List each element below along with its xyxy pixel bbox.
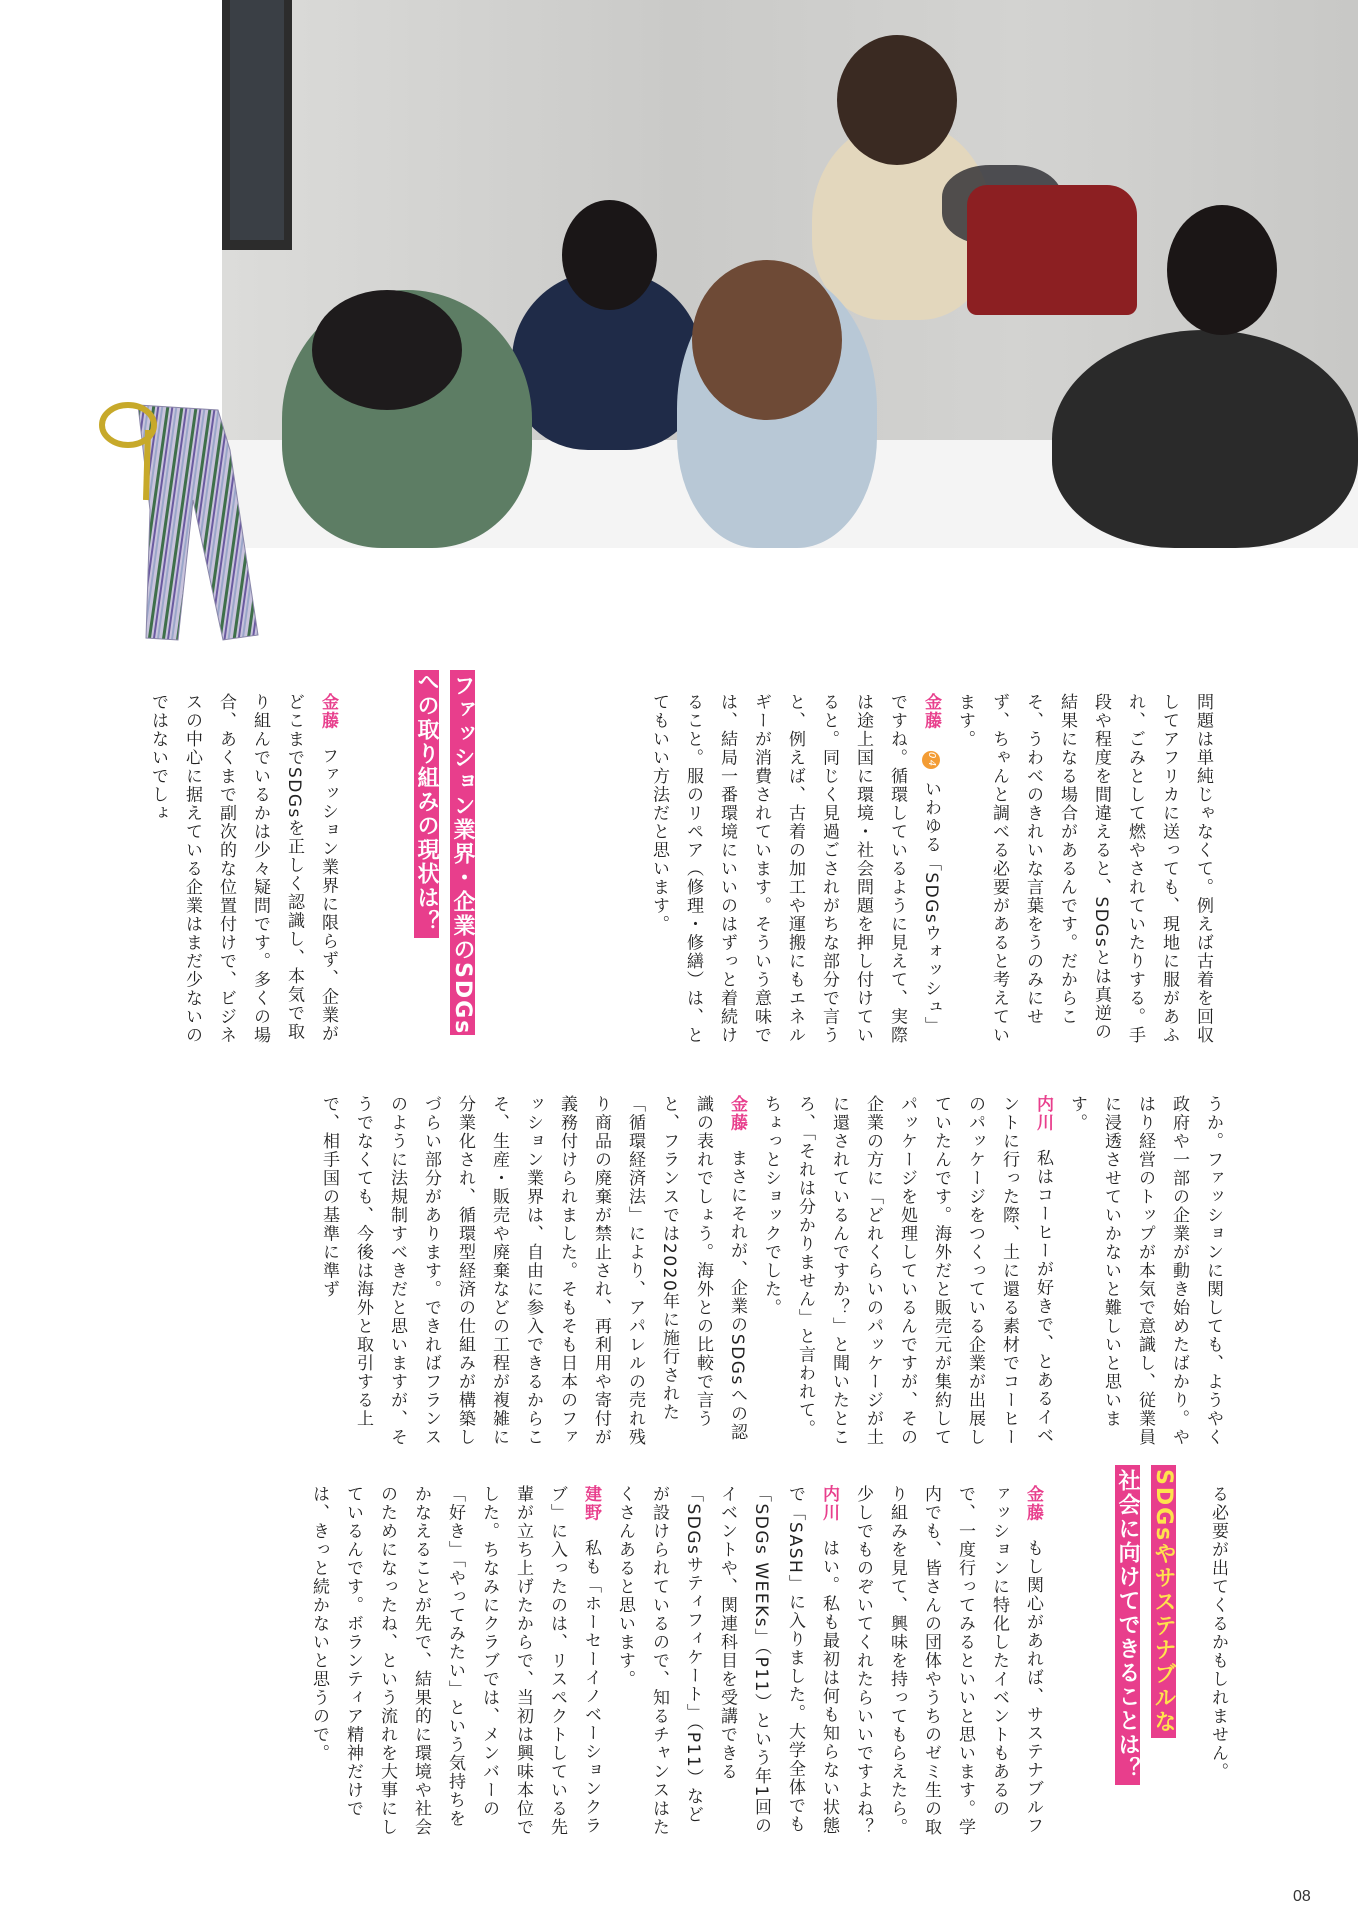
heading-line-1: SDGsやサステナブルな: [1151, 1465, 1176, 1738]
speaker-label: 金藤: [921, 693, 941, 730]
section3-intro: る必要が出てくるかもしれません。: [1208, 1485, 1228, 1781]
students-discussion-photo: [222, 0, 1358, 548]
remark-text: 私も「ホーセーイノベーションクラブ」に入ったのは、リスペクトしている先輩が立ち上げたからで、当初は興味本位でした。ちなみにクラブでは、メンバーの「好き」「やってみたい」という気持ちをかなえることが先で、結果的に環境や社会のためになったね、という流れを大事にしているんです。ボランティア精神だけでは、きっと続かないと思うので。: [309, 1485, 601, 1837]
heading-line-2: 社会に向けてできることは？: [1115, 1465, 1140, 1785]
speaker-label: 金藤: [318, 693, 338, 730]
section2-intro: うか。ファッションに関しても、ようやく政府や一部の企業が動き始めたばかり。やはり経営のトップが本気で意識し、従業員に浸透させていかないと難しいと思います。: [1067, 1095, 1223, 1447]
section1-col3: [130, 693, 345, 1053]
speaker-label: 金藤: [1023, 1485, 1043, 1522]
tateno-remark: [302, 1485, 608, 1840]
remark-text: ファッション業界に限らず、企業がどこまでSDGsを正しく認識し、本気で取り組んでいるかは少々疑問です。多くの場合、あくまで副次的な位置付けで、ビジネスの中心に据えている企業はまだ少ないのではないでしょ: [148, 693, 338, 1045]
section1-heading: [385, 670, 480, 1040]
striped-pants-with-belt-illustration: [98, 390, 278, 650]
remark-text: もし関心があれば、サステナブルファッションに特化したイベントもあるので、一度行ってみるといいと思います。学内でも、皆さんの団体やうちのゼミ生の取り組みを見て、興味を持ってもらえたら。少しでものぞいてくれたらいいですよね？: [853, 1485, 1043, 1837]
section2-body: [130, 1095, 1230, 1450]
remark-text: いわゆる「SDGsウォッシュ」ですね。循環しているように見えて、実際は途上国に環境・社会問題を押し付けていると。同じく見過ごされがちな部分で言うと、例えば、古着の加工や運搬にもエネルギーが消費されています。そういう意味では、結局一番環境にいいのはずっと着続けること。服のリペア（修理・修繕）は、とてもいい方法だと思います。: [649, 693, 941, 1045]
kanefuji-remark-3: [846, 1485, 1050, 1840]
remark-text: はい。私も最初は何も知らない状態で「SASH」に入りました。大学全体でも「SDGs WEEKs」（P11）という年1回のイベントや、関連科目を受講できる「SDGsサティフィケート」（P11）などが設けられているので、知るチャンスはたくさんあると思います。: [615, 1485, 839, 1837]
kanefuji-remark-2: [312, 1095, 754, 1450]
remark-text: まさにそれが、企業のSDGsへの認識の表れでしょう。海外との比較で言うと、フランスでは2020年に施行された「循環経済法」により、アパレルの売れ残り商品の廃棄が禁止され、再利用や寄付が義務付けられました。そもそも日本のファッション業界は、自由に参入できるからこそ、生産・販売や廃棄などの工程が複雑に分業化され、循環型経済の仕組みが構築しづらい部分があります。できればフランスのように法規制すべきだと思いますが、そうでなくても、今後は海外と取引する上で、相手国の基準に準ず: [319, 1095, 747, 1447]
page-number: 08: [1293, 1888, 1311, 1905]
speaker-label: 内川: [1033, 1095, 1053, 1132]
section3-heading: [1085, 1465, 1181, 1865]
speaker-label: 金藤: [727, 1095, 747, 1132]
remark-text: 私はコーヒーが好きで、とあるイベントに行った際、土に還る素材でコーヒーのパッケージをつくっている企業が出展していたんです。海外だと販売元が集約してパッケージを処理しているんですが、その企業の方に「どれくらいのパッケージが土に還されているんですか？」と聞いたところ、「それは分かりません」と言われて。ちょっとショックでした。: [761, 1095, 1053, 1447]
heading-text: ファッション業界・企業のSDGsへの取り組みの現状は？: [414, 670, 475, 1036]
kanefuji-remark-1: [642, 693, 948, 1053]
uchikawa-remark-2: [608, 1485, 846, 1840]
uchikawa-remark: [754, 1095, 1060, 1450]
section1-intro: 問題は単純じゃなくて。例えば古着を回収してアフリカに送っても、現地に服があふれ、ごみとして燃やされていたりする。手段や程度を間違えると、SDGsとは真逆の結果になる場合があるんです。だからこそ、うわべのきれいな言葉をうのみにせず、ちゃんと調べる必要があると考えています。: [955, 693, 1213, 1045]
footnote-badge: 04: [922, 751, 940, 769]
section1-body: [649, 693, 1220, 1053]
section3-body: [130, 1485, 1050, 1840]
speaker-label: 建野: [581, 1485, 601, 1522]
speaker-label: 内川: [819, 1485, 839, 1522]
